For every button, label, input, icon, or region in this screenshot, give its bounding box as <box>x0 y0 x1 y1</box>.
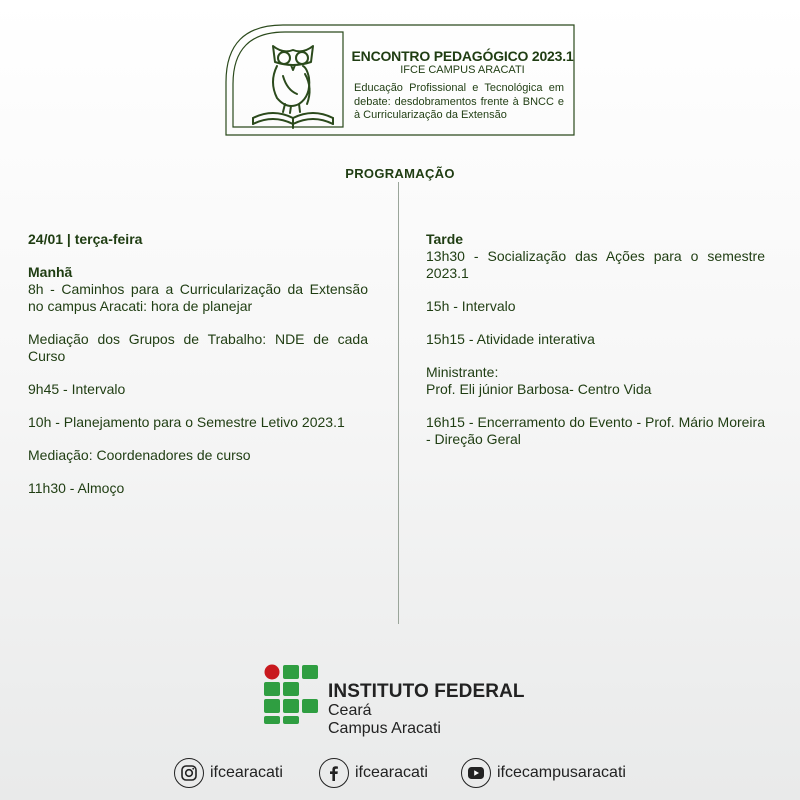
institution-campus: Campus Aracati <box>328 720 441 737</box>
schedule-item: 15h - Intervalo <box>426 298 516 314</box>
event-header <box>225 24 575 136</box>
schedule-item: 9h45 - Intervalo <box>28 381 126 397</box>
morning-schedule <box>28 231 368 513</box>
period-label-afternoon: Tarde <box>426 231 464 247</box>
schedule-item: 16h15 - Encerramento do Evento - Prof. Mário Moreira - Direção Geral <box>426 414 765 447</box>
youtube-link[interactable] <box>461 756 626 790</box>
event-subtitle: IFCE CAMPUS ARACATI <box>400 64 525 76</box>
afternoon-schedule <box>426 231 765 464</box>
schedule-item: Mediação dos Grupos de Trabalho: NDE de cada Curso <box>28 331 368 364</box>
speaker-name: Prof. Eli júnior Barbosa- Centro Vida <box>426 381 652 397</box>
schedule-item: 10h - Planejamento para o Semestre Letivo 2023.1 <box>28 414 345 430</box>
instagram-handle: ifcearacati <box>210 764 283 781</box>
facebook-handle: ifcearacati <box>355 764 428 781</box>
institution-state: Ceará <box>328 702 372 719</box>
schedule-item: 15h15 - Atividade interativa <box>426 331 595 347</box>
schedule-item: 8h - Caminhos para a Curricularização da Extensão no campus Aracati: hora de planejar <box>28 281 368 314</box>
facebook-link[interactable] <box>319 756 428 790</box>
event-theme: Educação Profissional e Tecnológica em debate: desdobramentos frente à BNCC e à Curricularização da Extensão <box>354 82 564 121</box>
event-title: ENCONTRO PEDAGÓGICO 2023.1 <box>351 48 574 64</box>
column-divider <box>398 182 399 624</box>
schedule-item: 13h30 - Socialização das Ações para o semestre 2023.1 <box>426 248 765 281</box>
facebook-icon <box>319 758 349 788</box>
period-label-morning: Manhã <box>28 264 73 280</box>
institution-name: INSTITUTO FEDERAL <box>328 681 525 702</box>
schedule-item: 11h30 - Almoço <box>28 480 125 496</box>
section-title: PROGRAMAÇÃO <box>345 166 455 181</box>
youtube-handle: ifcecampusaracati <box>497 764 626 781</box>
instagram-link[interactable] <box>174 756 283 790</box>
owl-book-icon <box>247 38 339 132</box>
speaker-label: Ministrante: <box>426 364 499 380</box>
schedule-item: Mediação: Coordenadores de curso <box>28 447 251 463</box>
if-logo-icon <box>264 664 320 724</box>
youtube-icon <box>461 758 491 788</box>
schedule-date: 24/01 | terça-feira <box>28 231 143 247</box>
instagram-icon <box>174 758 204 788</box>
